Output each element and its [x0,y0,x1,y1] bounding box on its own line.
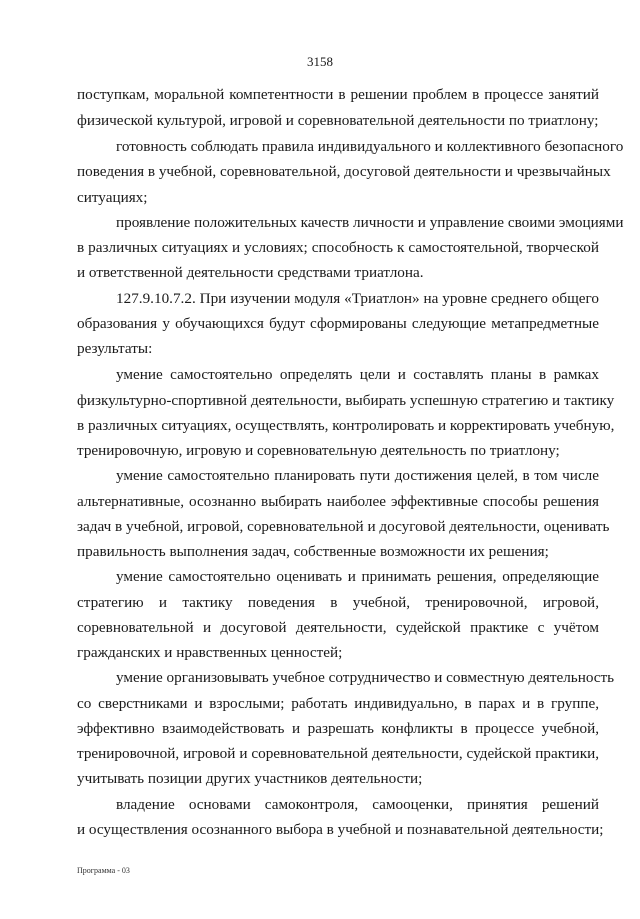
footer-label: Программа - 03 [77,866,130,875]
text-line: в различных ситуациях и условиях; способность к самостоятельной, творческой [77,239,599,256]
text-line: физкультурно-спортивной деятельности, выбирать успешную стратегию и тактику [77,392,615,409]
text-line: учитывать позиции других участников деятельности; [77,770,423,787]
page-number: 3158 [307,54,333,69]
text-line: умение организовывать учебное сотрудничество и совместную деятельность [116,669,615,686]
text-line: задач в учебной, игровой, соревновательной и досуговой деятельности, оценивать [77,518,610,535]
text-line: образования у обучающихся будут сформированы следующие метапредметные [77,315,599,332]
text-line: и осуществления осознанного выбора в учебной и познавательной деятельности; [77,821,604,838]
text-line: альтернативные, осознанно выбирать наиболее эффективные способы решения [77,493,599,510]
text-line: гражданских и нравственных ценностей; [77,644,343,661]
text-line: ситуациях; [77,189,148,206]
text-line: умение самостоятельно определять цели и составлять планы в рамках [116,366,599,383]
text-line: готовность соблюдать правила индивидуального и коллективного безопасного [116,138,624,155]
text-line: и ответственной деятельности средствами триатлона. [77,264,424,281]
text-line: умение самостоятельно планировать пути достижения целей, в том числе [116,467,599,484]
text-line: тренировочной, игровой и соревновательной деятельности, судейской практики, [77,745,599,762]
text-line: в различных ситуациях, осуществлять, контролировать и корректировать учебную, [77,417,615,434]
text-line: умение самостоятельно оценивать и принимать решения, определяющие [116,568,599,585]
text-line: поведения в учебной, соревновательной, досуговой деятельности и чрезвычайных [77,163,611,180]
text-line: правильность выполнения задач, собственные возможности их решения; [77,543,549,560]
text-line: тренировочную, игровую и соревновательную деятельность по триатлону; [77,442,560,459]
text-line: результаты: [77,340,153,357]
text-line: поступкам, моральной компетентности в решении проблем в процессе занятий [77,86,599,103]
text-line: проявление положительных качеств личности и управление своими эмоциями [116,214,624,231]
text-line: со сверстниками и взрослыми; работать индивидуально, в парах и в группе, [77,695,599,712]
text-line: стратегию и тактику поведения в учебной, тренировочной, игровой, [77,594,599,611]
text-line: соревновательной и досуговой деятельности, судейской практике с учётом [77,619,599,636]
text-line: 127.9.10.7.2. При изучении модуля «Триатлон» на уровне среднего общего [116,290,599,307]
text-line: физической культурой, игровой и соревновательной деятельности по триатлону; [77,112,599,129]
text-line: эффективно взаимодействовать и разрешать конфликты в процессе учебной, [77,720,599,737]
text-line: владение основами самоконтроля, самооценки, принятия решений [116,796,599,813]
